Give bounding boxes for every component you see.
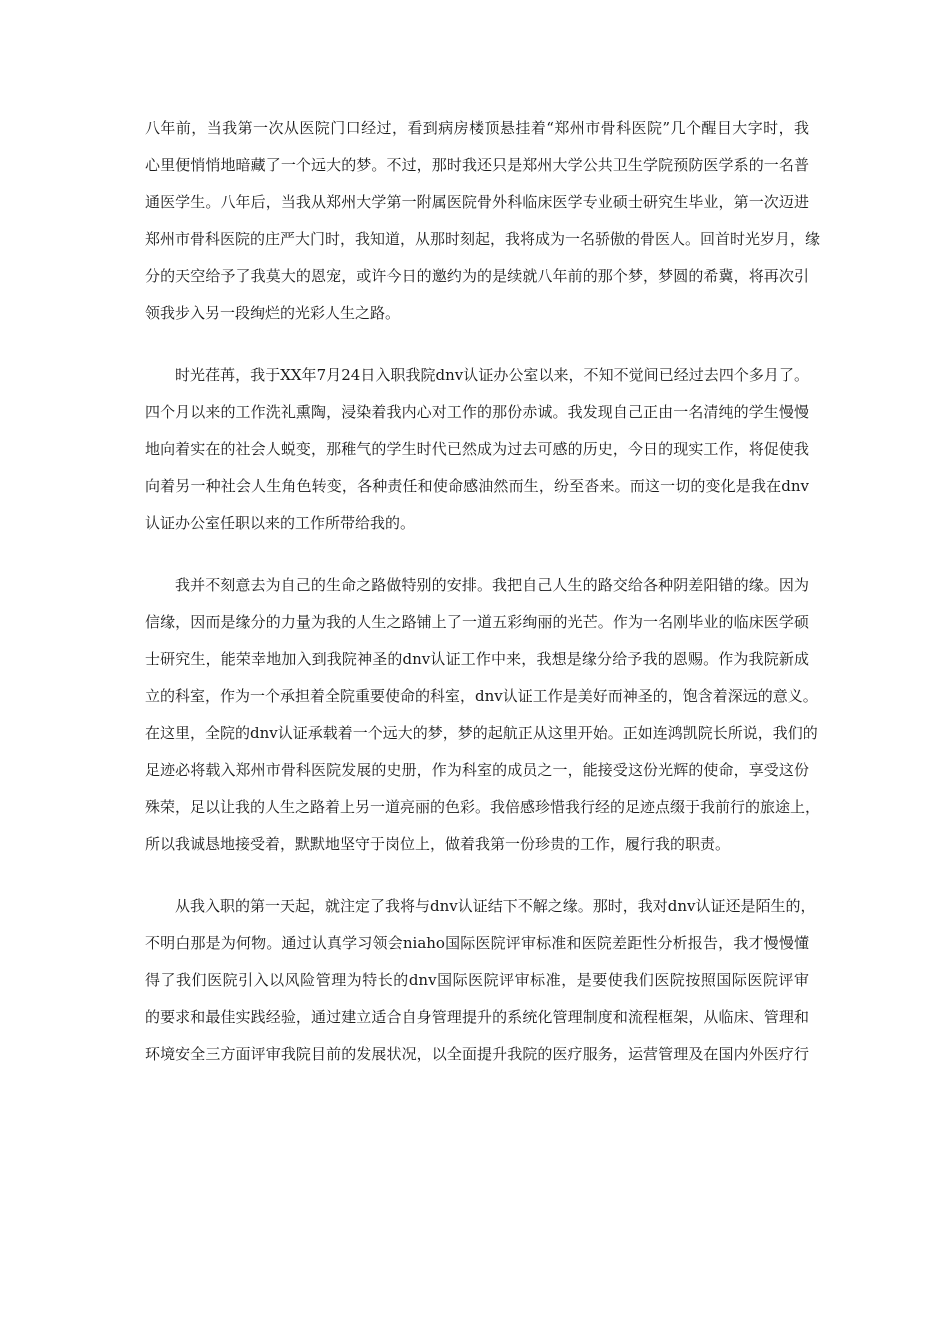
text-line: 殊荣，足以让我的人生之路着上另一道亮丽的色彩。我倍感珍惜我行经的足迹点缀于我前行的旅途上， [145,798,821,816]
text-line: 认证办公室任职以来的工作所带给我的。 [145,514,416,532]
text-line: 得了我们医院引入以风险管理为特长的dnv国际医院评审标准，是要使我们医院按照国际医院评审 [145,971,809,989]
text-line: 心里便悄悄地暗藏了一个远大的梦。不过，那时我还只是郑州大学公共卫生学院预防医学系的一名普 [145,156,809,174]
text-line: 时光荏苒，我于XX年7月24日入职我院dnv认证办公室以来，不知不觉间已经过去四个多月了。 [175,366,809,384]
paragraph [145,567,821,863]
text-line: 立的科室，作为一个承担着全院重要使命的科室，dnv认证工作是美好而神圣的，饱含着深远的意义。 [145,687,818,705]
text-line: 的要求和最佳实践经验，通过建立适合自身管理提升的系统化管理制度和流程框架，从临床、管理和 [145,1008,809,1026]
text-line: 向着另一种社会人生角色转变，各种责任和使命感油然而生，纷至沓来。而这一切的变化是我在dnv [145,477,809,495]
text-line: 环境安全三方面评审我院目前的发展状况，以全面提升我院的医疗服务，运营管理及在国内外医疗行 [145,1045,809,1063]
text-line: 八年前，当我第一次从医院门口经过，看到病房楼顶悬挂着“郑州市骨科医院”几个醒目大字时，我 [145,119,809,137]
text-line: 从我入职的第一天起，就注定了我将与dnv认证结下不解之缘。那时，我对dnv认证还是陌生的， [175,897,816,915]
text-line: 所以我诚恳地接受着，默默地坚守于岗位上，做着我第一份珍贵的工作，履行我的职责。 [145,835,731,853]
text-line: 分的天空给予了我莫大的恩宠，或许今日的邀约为的是续就八年前的那个梦，梦圆的希冀，将再次引 [145,267,809,285]
paragraph [145,357,809,542]
text-line: 信缘，因而是缘分的力量为我的人生之路铺上了一道五彩绚丽的光芒。作为一名刚毕业的临床医学硕 [145,613,809,631]
text-line: 四个月以来的工作洗礼熏陶，浸染着我内心对工作的那份赤诚。我发现自己正由一名清纯的学生慢慢 [145,403,809,421]
text-line: 郑州市骨科医院的庄严大门时，我知道，从那时刻起，我将成为一名骄傲的骨医人。回首时光岁月，缘 [145,230,821,248]
text-line: 士研究生，能荣幸地加入到我院神圣的dnv认证工作中来，我想是缘分给予我的恩赐。作为我院新成 [145,650,809,668]
text-line: 在这里，全院的dnv认证承载着一个远大的梦，梦的起航正从这里开始。正如连鸿凯院长所说，我们的 [145,724,818,742]
text-line: 足迹必将载入郑州市骨科医院发展的史册，作为科室的成员之一，能接受这份光辉的使命，享受这份 [145,761,809,779]
document-page [145,110,821,1098]
text-line: 地向着实在的社会人蜕变，那稚气的学生时代已然成为过去可感的历史，今日的现实工作，将促使我 [145,440,809,458]
paragraph [145,888,816,1073]
text-line: 通医学生。八年后，当我从郑州大学第一附属医院骨外科临床医学专业硕士研究生毕业，第一次迈进 [145,193,809,211]
text-line: 我并不刻意去为自己的生命之路做特别的安排。我把自己人生的路交给各种阴差阳错的缘。因为 [175,576,809,594]
paragraph [145,110,821,332]
text-line: 领我步入另一段绚烂的光彩人生之路。 [145,304,401,322]
text-line: 不明白那是为何物。通过认真学习领会niaho国际医院评审标准和医院差距性分析报告，我才慢慢懂 [145,934,809,952]
